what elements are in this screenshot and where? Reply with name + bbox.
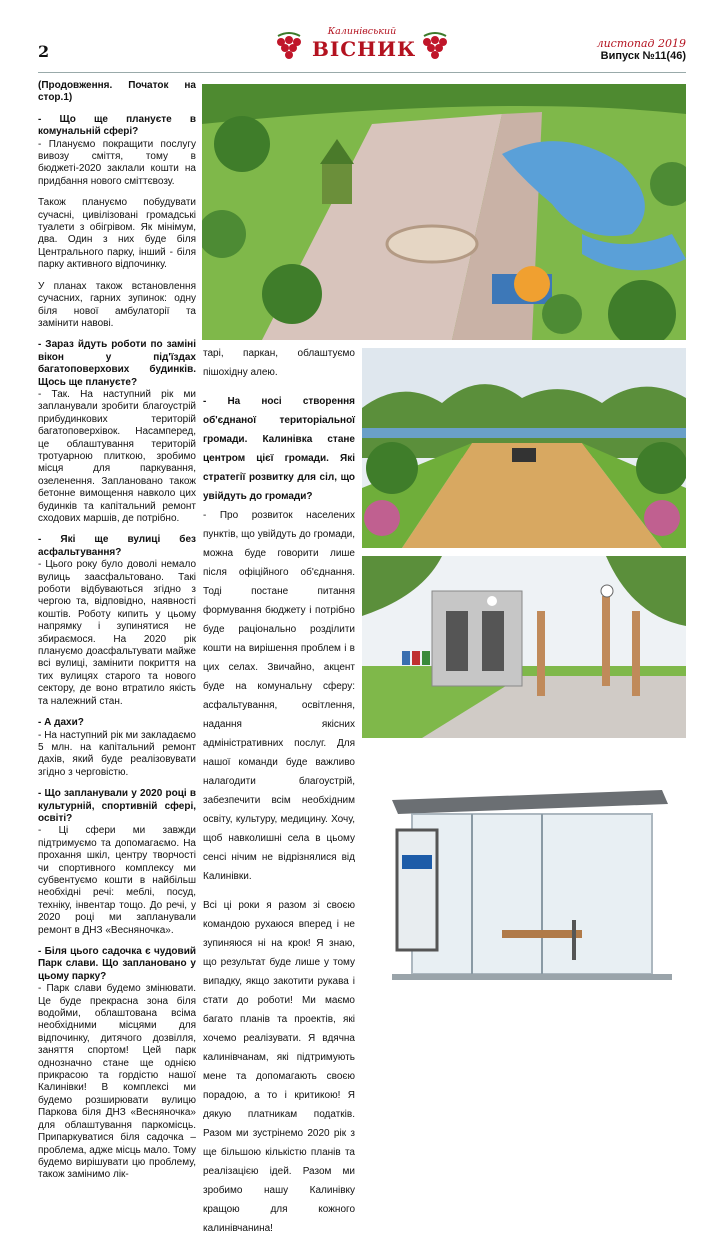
viburnum-berries-icon <box>418 28 452 62</box>
question: - Що ще плануєте в комунальній сфері? <box>38 113 196 138</box>
answer: У планах також встановлення сучасних, гарних зупинок: одну біля нової амбулаторії та замінити навові. <box>38 280 196 329</box>
toilet-render-image <box>362 556 686 738</box>
answer: - Парк слави будемо змінювати. Це буде прекрасна зона біля водойми, облаштована всіма необхідними місцями для відпочинку, дитячого дозвілля, заняття спортом! Цей парк однозначно стане ще однією прикрасою та гордістю нашої Калинівки! В комплексі ми будемо розширювати вулицю Паркова біля ДНЗ «Весняночка» для облаштування паркомісць. Припаркуватися біля садочка – проблема, адже місць мало. Тому будемо вирішувати цю проблему, також замінимо лік- <box>38 983 196 1181</box>
newspaper-logo <box>272 22 452 68</box>
header-divider <box>38 72 686 73</box>
answer: Також плануємо побудувати сучасні, цивілізовані громадські туалети з обігрівом. Як мінімум, два. Один з них буде біля Центрального парку, інший - біля парку активного відпочинку. <box>38 197 196 271</box>
answer: - Плануємо покращити послугу вивозу сміття, тому в бюджеті-2020 заклали кошти на придбання нового сміттєвозу. <box>38 138 196 187</box>
viburnum-berries-icon <box>272 28 306 62</box>
issue-number: Випуск №11(46) <box>600 50 686 62</box>
park-render-image <box>202 84 686 340</box>
answer-continuation: тарі, паркан, облаштуємо пішохідну алею. <box>203 348 355 378</box>
bus-stop-image <box>372 770 678 992</box>
middle-column <box>203 344 355 1248</box>
issue-info <box>597 38 686 62</box>
question: - Що запланували у 2020 році в культурній, спортивній сфері, освіті? <box>38 788 196 824</box>
page-number: 2 <box>38 42 50 61</box>
continuation-note: (Продовження. Початок на стор.1) <box>38 80 196 104</box>
left-column <box>38 80 196 1191</box>
answer: - Так. На наступний рік ми запланували зробити благоустрій прибудинкових територій багатоповерхівок. Насамперед, це облаштування територій тротуарною плиткою, зробимо місця для паркування, озеленення. Заплановано також бетонне вимощення навколо цих будинків та капітальний ремонт сходових маршів, де потрібно. <box>38 388 196 524</box>
square-render-image <box>362 348 686 548</box>
question: - Зараз йдуть роботи по заміні вікон у під'їздах багатоповерхових будинків. Щось ще плануєте? <box>38 339 196 388</box>
question: - А дахи? <box>38 717 84 729</box>
logo-title: ВІСНИК <box>312 37 417 61</box>
answer: - Про розвиток населених пунктів, що увійдуть до громади, можна буде говорити лише після офіційного об'єднання. Тоді постане питання формування бюджету і потрібно буде раціонально розділити кошти на вирішення проблем і в цих селах. Звичайно, акцент буде на комунальну сферу: асфальтування, освітлення, надання якісних адміністративних послуг. Для нашої команди буде важливо налагодити благоустрій, забезпечити всім необхідним освіту, культуру, медицину. Хочу, щоб навколишні села в цьому сенсі нічим не відрізнялися від Калинівки. <box>203 510 355 882</box>
issue-month: листопад 2019 <box>596 37 686 50</box>
question: - Біля цього садочка є чудовий Парк слави. Що заплановано у цьому парку? <box>38 946 196 982</box>
answer: - На наступний рік ми закладаємо 5 млн. на капітальний ремонт дахів, який буде реалізовувати згідно з черговістю. <box>38 729 196 778</box>
page-header <box>0 0 724 72</box>
question: - Які ще вулиці без асфальтування? <box>38 534 196 558</box>
answer: - Ці сфери ми завжди підтримуємо та допомагаємо. На прохання шкіл, центру творчості чи спортивного комплексу ми субвентуємо кошти в найбільш необхідні речі: меблі, посуд, техніку, інвентар тощо. До речі, у 2020 році ми запланували ремонт в ДНЗ «Весняночка». <box>38 825 196 936</box>
logo-subtitle: Калинівський <box>327 26 397 37</box>
answer: - Цього року було доволі немало вулиць заасфальтовано. Такі роботи відбуваються згідно з чергою та, відповідно, наявності коштів. Роботу кипить у цьому напрямку і зупинятися не збираємося. На 2020 рік плануємо доасфальтувати майже всі вулиці, замінити покриття на тих вулицях старого та нового сектору, де воно втратило якість та належний стан. <box>38 559 196 707</box>
question: - На носі створення об'єднаної територіальної громади. Калинівка стане центром цієї громади. Які стратегії розвитку для сіл, що увійдуть до громади? <box>203 396 355 502</box>
closing-paragraph: Всі ці роки я разом зі своєю командою рухаюся вперед і не зупиняюся ні на крок! Я знаю, що результат буде лише у тому випадку, якщо закотити рукава і стати до роботи! Ми маємо багато планів та проектів, які хочемо реалізувати. Я вдячна калинівчанам, які підтримують мене та допомагають своєю порадою, а то і критикою! Я дякую платникам податків. Разом ми зустрінемо 2020 рік з ще більшою кількістю планів та реалізацією ідей. Разом ми зробимо нашу Калинівку кращою для кожного калинівчанина! <box>203 900 355 1234</box>
